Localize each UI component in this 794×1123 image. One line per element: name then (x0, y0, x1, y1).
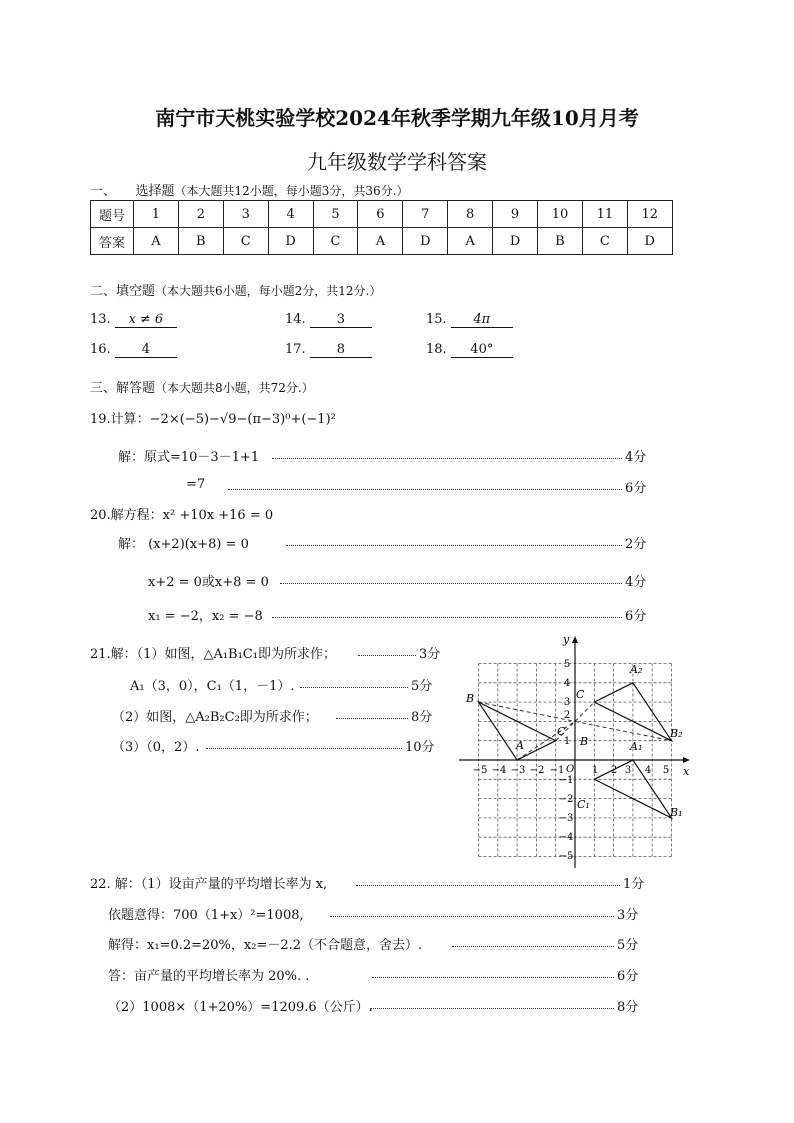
table-cell: 2 (178, 201, 223, 228)
table-cell: 3 (223, 201, 268, 228)
y-tick-label: −3 (558, 813, 574, 824)
q20-question: 20.解方程：x² +10x +16 = 0 (90, 508, 274, 523)
table-row-answers (91, 228, 673, 255)
q22-step-2: 依题意得：700（1+x）²=1008, (108, 908, 304, 923)
dotted-leader (300, 687, 408, 688)
dotted-leader (372, 977, 614, 978)
q21-step-3: （2）如图，△A₂B₂C₂即为所求作； (112, 710, 318, 725)
dotted-leader (358, 655, 416, 656)
table-cell: 8 (448, 201, 493, 228)
q22-step-5: （2）1008×（1+20%）=1209.6（公斤）. (108, 1000, 373, 1015)
x-tick-label: −1 (549, 765, 565, 776)
dotted-leader (228, 489, 622, 490)
point-label-a2: A₂ (630, 663, 643, 676)
answer-table (90, 200, 673, 255)
table-cell: B (178, 228, 223, 255)
q22-step-3: 解得：x₁=0.2=20%，x₂=－2.2（不合题意，舍去）. (108, 938, 423, 953)
section-1-label: 一、 选择题 (90, 184, 175, 199)
point-label-c: C (557, 725, 566, 738)
q21-score-1: 3分 (419, 647, 441, 662)
table-cell: 5 (313, 201, 358, 228)
fill-item-14 (285, 312, 372, 328)
fill-number: 16. (90, 342, 111, 357)
x-tick-label: 4 (644, 765, 652, 776)
table-cell: D (627, 228, 672, 255)
point-label-b: B (466, 692, 475, 705)
y-tick-label: −1 (558, 775, 574, 786)
section-1-heading (90, 180, 409, 199)
point-label-a: A (516, 739, 524, 752)
fill-number: 13. (90, 312, 111, 327)
q21-step-1: 21.解：（1）如图，△A₁B₁C₁即为所求作； (90, 647, 336, 662)
y-tick-label: 3 (563, 697, 571, 708)
dotted-leader (206, 748, 402, 749)
table-header-number: 题号 (91, 201, 134, 228)
table-cell: D (403, 228, 448, 255)
y-axis-arrow-icon (572, 636, 578, 643)
q21-step-4: （3）（0，2）. (112, 740, 200, 755)
x-tick-label: −4 (491, 765, 507, 776)
table-cell: C (582, 228, 627, 255)
table-header-answer: 答案 (91, 228, 134, 255)
section-2-note: （本大题共6小题，每小题2分，共12分.） (155, 284, 382, 298)
dotted-leader (330, 916, 614, 917)
section-2-heading (90, 280, 381, 299)
table-cell: 9 (493, 201, 538, 228)
q21-score-4: 10分 (405, 740, 435, 755)
dotted-leader (272, 458, 622, 459)
table-cell: 12 (627, 201, 672, 228)
y-tick-label: 1 (563, 736, 571, 747)
q21-step-2: A₁（3，0），C₁（1，－1）. (130, 679, 295, 694)
table-row-numbers (91, 201, 673, 228)
x-tick-label: −2 (529, 765, 545, 776)
q19-step-2: =7 (186, 477, 206, 492)
x-tick-label: −3 (510, 765, 526, 776)
dotted-leader (452, 946, 614, 947)
section-1-note: （本大题共12小题，每小题3分，共36分.） (174, 184, 409, 198)
y-tick-label: −4 (558, 832, 574, 843)
table-cell: D (268, 228, 313, 255)
table-cell: B (538, 228, 583, 255)
q21-score-2: 5分 (411, 679, 433, 694)
y-tick-label: 4 (563, 678, 571, 689)
q20-score-3: 6分 (625, 609, 647, 624)
q22-step-1: 22. 解：（1）设亩产量的平均增长率为 x, (90, 877, 328, 892)
q19-step-1: 解：原式=10－3－1+1 (118, 450, 260, 465)
q19-score-1: 4分 (625, 450, 647, 465)
dotted-leader (370, 1008, 614, 1009)
point-label-b1: B₁ (670, 806, 683, 819)
fill-answer: 40° (451, 342, 513, 358)
fill-answer: 4π (451, 312, 513, 328)
point-label-b2: B₂ (670, 727, 683, 740)
q20-step-1: 解： (x+2)(x+8) = 0 (118, 537, 249, 552)
q20-step-2: x+2 = 0或x+8 = 0 (148, 575, 269, 590)
table-cell: D (493, 228, 538, 255)
fill-answer: 4 (115, 342, 177, 358)
table-cell: A (448, 228, 493, 255)
table-cell: 4 (268, 201, 313, 228)
page-subtitle: 九年级数学学科答案 (307, 150, 487, 174)
q22-score-5: 8分 (617, 1000, 639, 1015)
section-3-heading (90, 377, 314, 396)
section-3-label: 三、解答题 (90, 381, 156, 396)
q22-step-4: 答：亩产量的平均增长率为 20%. . (108, 969, 310, 984)
q21-score-3: 8分 (411, 710, 433, 725)
x-tick-label: 5 (662, 765, 670, 776)
page-title: 南宁市天桃实验学校2024年秋季学期九年级10月月考 (155, 106, 639, 130)
x-tick-label: 1 (591, 765, 599, 776)
origin-label: O (566, 764, 575, 775)
x-tick-label: 3 (624, 765, 632, 776)
dotted-leader (286, 545, 622, 546)
table-cell: 1 (134, 201, 179, 228)
fill-item-18 (426, 342, 513, 358)
x-tick-label: 2 (610, 765, 618, 776)
table-cell: A (134, 228, 179, 255)
fill-item-13 (90, 312, 177, 328)
table-cell: 10 (538, 201, 583, 228)
fill-answer: 3 (310, 312, 372, 328)
fill-item-17 (285, 342, 372, 358)
fill-item-15 (426, 312, 513, 328)
table-cell: C (223, 228, 268, 255)
point-label-c1: C₁ (577, 798, 590, 811)
q22-score-4: 6分 (617, 969, 639, 984)
x-axis-label: x (683, 765, 690, 778)
fill-answer: x ≠ 6 (115, 312, 177, 328)
dotted-leader (336, 718, 408, 719)
q20-step-3: x₁ = −2，x₂ = −8 (148, 609, 263, 624)
table-cell: C (313, 228, 358, 255)
section-2-label: 二、填空题 (90, 284, 156, 299)
fill-number: 15. (426, 312, 447, 327)
y-tick-label: 5 (563, 659, 571, 670)
dotted-leader (356, 885, 620, 886)
q22-score-2: 3分 (617, 908, 639, 923)
table-cell: A (358, 228, 403, 255)
x-tick-label: −5 (472, 765, 488, 776)
q22-score-3: 5分 (617, 938, 639, 953)
y-tick-label: 2 (563, 710, 571, 721)
q22-score-1: 1分 (623, 877, 645, 892)
fill-number: 17. (285, 342, 306, 357)
point-label-b-axis: B (580, 735, 589, 748)
y-tick-label: −2 (558, 794, 574, 805)
y-tick-label: −5 (558, 851, 574, 862)
fill-number: 18. (426, 342, 447, 357)
q19-score-2: 6分 (625, 481, 647, 496)
x-axis-arrow-icon (683, 757, 690, 763)
fill-item-16 (90, 342, 177, 358)
point-label-a1: A₁ (630, 740, 643, 753)
table-cell: 7 (403, 201, 448, 228)
section-3-note: （本大题共8小题，共72分.） (155, 381, 314, 395)
coordinate-graph (455, 630, 695, 870)
table-cell: 11 (582, 201, 627, 228)
table-cell: 6 (358, 201, 403, 228)
point-label-c2: C (576, 688, 585, 701)
q19-question: 19.计算：−2×(−5)−√9−(π−3)⁰+(−1)² (90, 412, 336, 427)
q20-score-1: 2分 (625, 537, 647, 552)
fill-answer: 8 (310, 342, 372, 358)
y-axis-label: y (563, 633, 570, 646)
q20-score-2: 4分 (625, 575, 647, 590)
fill-number: 14. (285, 312, 306, 327)
dotted-leader (272, 617, 622, 618)
dotted-leader (280, 583, 622, 584)
